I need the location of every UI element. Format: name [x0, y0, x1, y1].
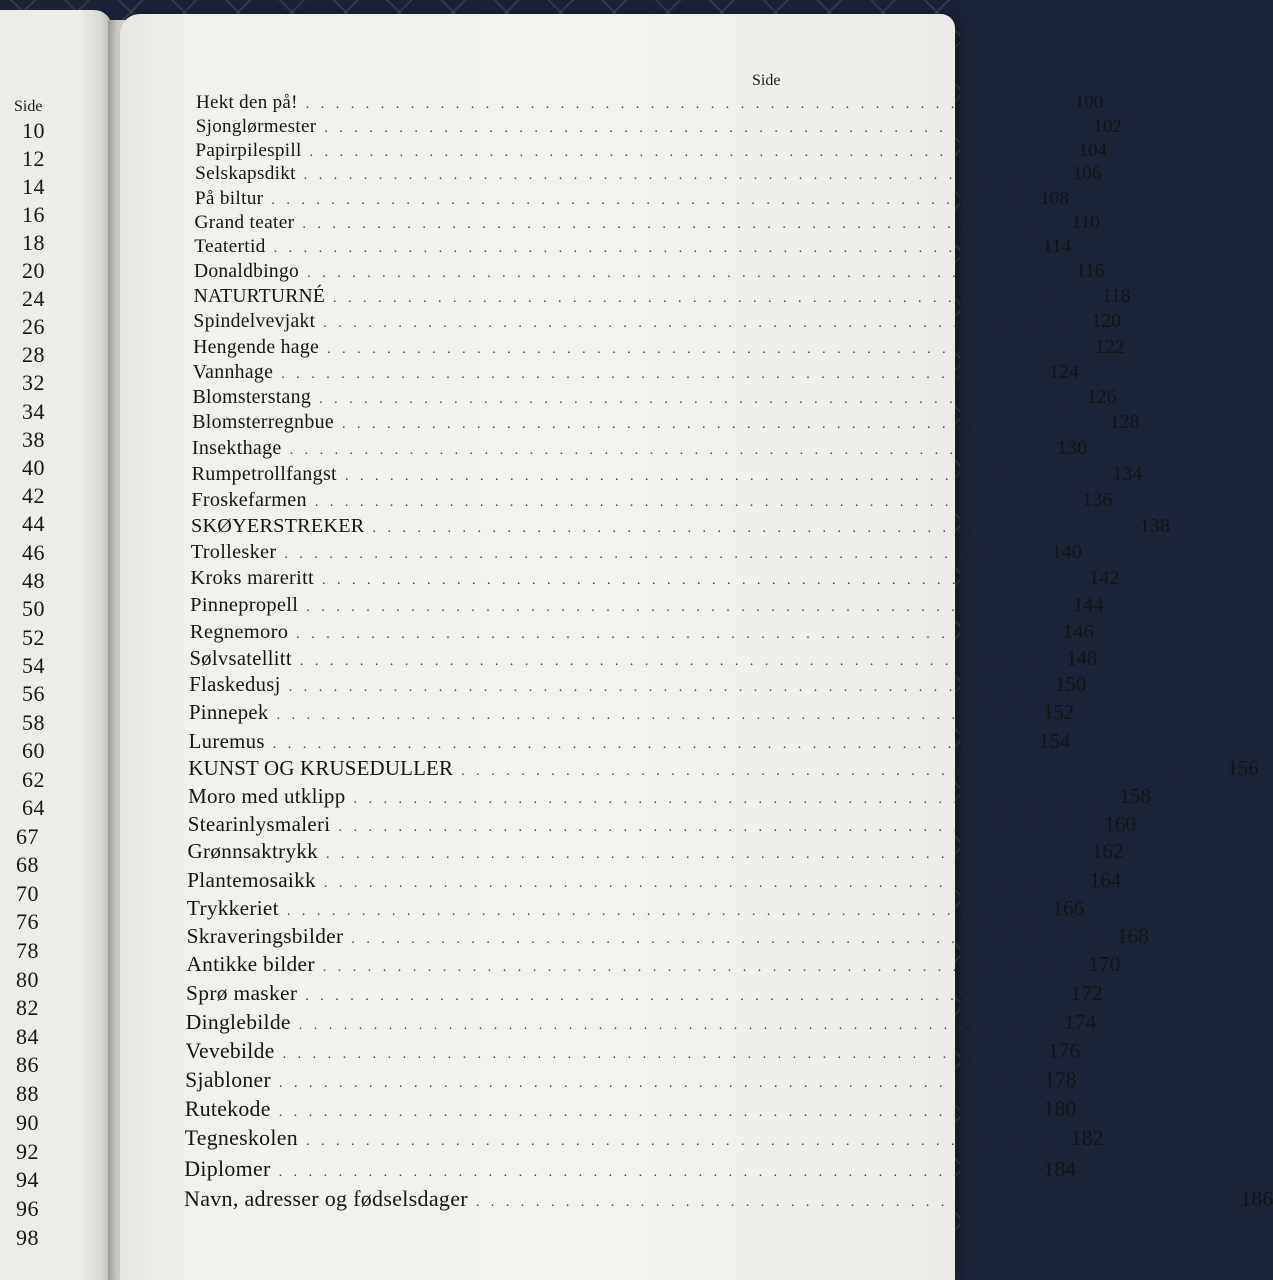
left-page-number: 28 [22, 342, 45, 368]
left-page [0, 10, 112, 1280]
left-page-number: 78 [16, 937, 39, 963]
toc-entry-page: 154 [1039, 728, 1071, 753]
toc-entry-page: 150 [1055, 674, 1087, 697]
left-page-number: 46 [22, 539, 45, 565]
leader-dots: . . . . . . . . . . . . . . . . . . . . . . . . . . . . . . . . . . . . . . . . . . . . . . . . . . . [351, 932, 1109, 947]
toc-entry-title: Flaskedusj [189, 674, 281, 697]
toc-entry-page: 102 [1093, 115, 1122, 137]
leader-dots: . . . . . . . . . . . . . . . . . . . . . . . . . . . . . . . . . . . . . . . . . . . . . . . . . . . [475, 1194, 1234, 1210]
left-page-number: 54 [22, 653, 45, 679]
toc-entry-page: 156 [1227, 756, 1259, 781]
leader-dots: . . . . . . . . . . . . . . . . . . . . . . . . . . . . . . . . . . . . . . . . . . . . . . . . . . . [323, 875, 1082, 891]
leader-dots: . . . . . . . . . . . . . . . . . . . . . . . . . . . . . . . . . . . . . . . . . . . . . . . . . . . [281, 366, 1039, 382]
toc-entry-title: Pinnepek [188, 701, 269, 724]
toc-entry-page: 122 [1094, 335, 1125, 358]
leader-dots: . . . . . . . . . . . . . . . . . . . . . . . . . . . . . . . . . . . . . . . . . . . . . . . . . . . [282, 1046, 1041, 1062]
left-page-number: 26 [22, 314, 45, 340]
toc-entry-title: Blomsterregnbue [192, 411, 335, 434]
toc-entry-title: Sprø masker [186, 981, 298, 1006]
leader-dots: . . . . . . . . . . . . . . . . . . . . . . . . . . . . . . . . . . . . . . . . . . . . . . . . . . . [296, 626, 1054, 642]
toc-entry-page: 116 [1076, 260, 1105, 282]
left-page-number: 80 [16, 966, 39, 992]
toc-entry-title: Skraveringsbilder [186, 924, 344, 948]
left-page-number: 34 [22, 398, 45, 424]
left-page-number: 70 [16, 880, 39, 906]
left-page-number: 42 [22, 483, 45, 509]
leader-dots: . . . . . . . . . . . . . . . . . . . . . . . . . . . . . . . . . . . . . . . . . . . . . . . . . . . [305, 97, 1064, 112]
toc-entry-page: 158 [1119, 783, 1151, 808]
toc-entry-title: Froskefarmen [191, 488, 307, 511]
left-page-number: 76 [16, 909, 39, 935]
left-side-label: Side [14, 98, 43, 115]
toc-entry-page: 182 [1070, 1126, 1104, 1151]
toc-entry-title: Spindelvevjakt [193, 310, 316, 333]
leader-dots: . . . . . . . . . . . . . . . . . . . . . . . . . . . . . . . . . . . . . . . . . . . . . . . . . . . [309, 144, 1068, 160]
toc-entry-page: 104 [1078, 139, 1108, 161]
toc-entry-title: Hengende hage [193, 335, 320, 358]
toc-entry-title: Grand teater [194, 211, 295, 233]
leader-dots: . . . . . . . . . . . . . . . . . . . . . . . . . . . . . . . . . . . . . . . . . . . . . . . . . . . [289, 443, 1048, 459]
leader-dots: . . . . . . . . . . . . . . . . . . . . . . . . . . . . . . . . . . . . . . . . . . . . . . . . . . . [372, 520, 1131, 536]
leader-dots: . . . . . . . . . . . . . . . . . . . . . . . . . . . . . . . . . . . . . . . . . . . . . . . . . . . [298, 1017, 1057, 1033]
leader-dots: . . . . . . . . . . . . . . . . . . . . . . . . . . . . . . . . . . . . . . . . . . . . . . . . . . . [338, 819, 1096, 835]
toc-entry-page: 178 [1043, 1067, 1077, 1092]
toc-entry-title: Papirpilespill [195, 139, 302, 161]
left-page-number: 60 [22, 738, 45, 764]
left-page-number: 32 [22, 370, 45, 396]
left-page-number: 38 [22, 426, 45, 452]
toc-entry-page: 130 [1057, 437, 1088, 460]
toc-entry-page: 184 [1043, 1156, 1077, 1181]
toc-entry-title: Teatertid [194, 236, 266, 258]
toc-entry-title: Hekt den på! [196, 92, 298, 113]
leader-dots: . . . . . . . . . . . . . . . . . . . . . . . . . . . . . . . . . . . . . . . . . . . . . . . . . . . [326, 847, 1084, 863]
leader-dots: . . . . . . . . . . . . . . . . . . . . . . . . . . . . . . . . . . . . . . . . . . . . . . . . . . . [306, 600, 1064, 615]
toc-entry-page: 152 [1042, 701, 1075, 724]
left-page-number: 24 [22, 286, 45, 312]
toc-entry-title: NATURTURNÉ [193, 285, 325, 307]
left-page-number: 20 [22, 258, 45, 284]
toc-entry-title: Sjonglørmester [195, 115, 317, 137]
left-page-number: 84 [16, 1023, 39, 1049]
toc-entry-title: SKØYERSTREKER [191, 514, 365, 537]
leader-dots: . . . . . . . . . . . . . . . . . . . . . . . . . . . . . . . . . . . . . . . . . . . . . . . . . . . [286, 903, 1045, 919]
left-page-number: 58 [22, 709, 45, 735]
leader-dots: . . . . . . . . . . . . . . . . . . . . . . . . . . . . . . . . . . . . . . . . . . . . . . . . . . . [461, 764, 1219, 780]
leader-dots: . . . . . . . . . . . . . . . . . . . . . . . . . . . . . . . . . . . . . . . . . . . . . . . . . . . [278, 1075, 1037, 1091]
leader-dots: . . . . . . . . . . . . . . . . . . . . . . . . . . . . . . . . . . . . . . . . . . . . . . . . . . . [288, 680, 1047, 696]
left-page-number: 94 [16, 1167, 39, 1193]
left-page-number: 50 [22, 596, 45, 622]
left-page-number: 86 [16, 1052, 39, 1078]
right-page [120, 14, 955, 1280]
toc-entry-page: 136 [1082, 488, 1113, 511]
leader-dots: . . . . . . . . . . . . . . . . . . . . . . . . . . . . . . . . . . . . . . . . . . . . . . . . . . . [324, 120, 1082, 136]
left-page-number: 68 [16, 852, 39, 878]
toc-entry-page: 126 [1086, 386, 1117, 408]
leader-dots: . . . . . . . . . . . . . . . . . . . . . . . . . . . . . . . . . . . . . . . . . . . . . . . . . . . [278, 1105, 1037, 1121]
leader-dots: . . . . . . . . . . . . . . . . . . . . . . . . . . . . . . . . . . . . . . . . . . . . . . . . . . . [278, 1165, 1037, 1180]
leader-dots: . . . . . . . . . . . . . . . . . . . . . . . . . . . . . . . . . . . . . . . . . . . . . . . . . . . [314, 494, 1073, 510]
toc-entry-title: Sølvsatellitt [189, 647, 292, 670]
toc-entry-title: Vevebilde [185, 1038, 275, 1063]
leader-dots: . . . . . . . . . . . . . . . . . . . . . . . . . . . . . . . . . . . . . . . . . . . . . . . . . . . [276, 707, 1035, 723]
toc-entry-page: 138 [1139, 514, 1171, 537]
left-page-number: 96 [16, 1196, 39, 1222]
toc-entry-page: 186 [1240, 1185, 1273, 1211]
toc-entry-title: Kroks mareritt [190, 567, 315, 590]
toc-entry-title: Donaldbingo [193, 260, 300, 282]
toc-entry-page: 106 [1072, 163, 1102, 185]
toc-entry-page: 176 [1047, 1038, 1081, 1063]
toc-entry-page: 110 [1071, 211, 1100, 233]
toc-entry-page: 118 [1101, 285, 1131, 307]
toc-entry-title: Selskapsdikt [195, 163, 296, 185]
toc-entry-page: 114 [1042, 236, 1072, 258]
toc-entry-title: Trykkeriet [186, 895, 279, 920]
left-page-number: 10 [22, 118, 45, 143]
leader-dots: . . . . . . . . . . . . . . . . . . . . . . . . . . . . . . . . . . . . . . . . . . . . . . . . . . . [272, 736, 1031, 752]
toc-entry-title: Plantemosaikk [187, 867, 316, 892]
leader-dots: . . . . . . . . . . . . . . . . . . . . . . . . . . . . . . . . . . . . . . . . . . . . . . . . . . . [319, 392, 1077, 407]
toc-entry-title: Antikke bilder [186, 952, 315, 977]
left-page-number: 16 [22, 201, 45, 227]
toc-entry-page: 120 [1091, 310, 1121, 333]
left-page-number: 88 [16, 1081, 39, 1107]
toc-entry-title: Luremus [188, 728, 265, 753]
leader-dots: . . . . . . . . . . . . . . . . . . . . . . . . . . . . . . . . . . . . . . . . . . . . . . . . . . . [273, 241, 1032, 257]
toc-entry-title: Stearinlysmaleri [187, 811, 331, 836]
toc-entry-page: 166 [1052, 895, 1085, 920]
leader-dots: . . . . . . . . . . . . . . . . . . . . . . . . . . . . . . . . . . . . . . . . . . . . . . . . . . . [307, 265, 1065, 281]
leader-dots: . . . . . . . . . . . . . . . . . . . . . . . . . . . . . . . . . . . . . . . . . . . . . . . . . . . [353, 791, 1111, 807]
toc-entry-page: 148 [1066, 647, 1098, 670]
toc-entry-title: Insekthage [191, 437, 282, 460]
leader-dots: . . . . . . . . . . . . . . . . . . . . . . . . . . . . . . . . . . . . . . . . . . . . . . . . . . . [322, 573, 1080, 589]
toc-entry-title: Rumpetrollfangst [191, 462, 337, 485]
toc-entry-title: Regnemoro [189, 620, 289, 643]
toc-entry-title: Navn, adresser og fødselsdager [184, 1185, 468, 1211]
toc-entry-page: 180 [1043, 1097, 1077, 1122]
leader-dots: . . . . . . . . . . . . . . . . . . . . . . . . . . . . . . . . . . . . . . . . . . . . . . . . . . . [327, 341, 1085, 357]
toc-entry-page: 170 [1088, 952, 1121, 977]
toc-entry-title: Grønnsaktrykk [187, 839, 319, 864]
left-page-number: 92 [16, 1138, 39, 1164]
toc-entry-page: 146 [1062, 620, 1094, 643]
toc-entry-page: 128 [1109, 411, 1140, 434]
toc-entry-title: Blomsterstang [192, 386, 312, 408]
leader-dots: . . . . . . . . . . . . . . . . . . . . . . . . . . . . . . . . . . . . . . . . . . . . . . . . . . . [305, 1134, 1064, 1150]
left-page-number: 12 [22, 145, 45, 171]
leader-dots: . . . . . . . . . . . . . . . . . . . . . . . . . . . . . . . . . . . . . . . . . . . . . . . . . . . [299, 653, 1058, 669]
right-side-label: Side [752, 72, 781, 89]
toc-entry-page: 142 [1088, 567, 1120, 590]
left-page-number: 40 [22, 454, 45, 480]
toc-entry-title: Moro med utklipp [188, 783, 346, 808]
toc-entry-page: 160 [1104, 811, 1136, 836]
toc-entry-title: Dinglebilde [185, 1009, 291, 1034]
left-page-number: 82 [16, 995, 39, 1021]
toc-entry-title: Tegneskolen [184, 1126, 298, 1151]
left-page-number: 14 [22, 173, 45, 199]
toc-entry-title: Pinnepropell [190, 594, 299, 616]
toc-entry-page: 140 [1051, 541, 1082, 564]
toc-entry-page: 164 [1089, 867, 1122, 892]
toc-entry-title: Sjabloner [185, 1067, 271, 1092]
left-page-number: 44 [22, 511, 45, 537]
leader-dots: . . . . . . . . . . . . . . . . . . . . . . . . . . . . . . . . . . . . . . . . . . . . . . . . . . . [344, 468, 1103, 484]
toc-entry-page: 144 [1073, 594, 1104, 616]
toc-entry-title: Vannhage [192, 360, 274, 383]
toc-entry-page: 168 [1116, 924, 1149, 948]
toc-entry-title: På biltur [194, 187, 264, 209]
leader-dots: . . . . . . . . . . . . . . . . . . . . . . . . . . . . . . . . . . . . . . . . . . . . . . . . . . . [333, 290, 1091, 306]
left-page-number: 18 [22, 229, 45, 255]
toc-entry-page: 134 [1112, 462, 1143, 485]
leader-dots: . . . . . . . . . . . . . . . . . . . . . . . . . . . . . . . . . . . . . . . . . . . . . . . . . . . [302, 216, 1060, 232]
toc-entry-title: Rutekode [184, 1097, 271, 1122]
toc-entry-page: 174 [1063, 1009, 1097, 1034]
left-page-number: 64 [22, 795, 45, 821]
left-page-number: 56 [22, 681, 45, 707]
leader-dots: . . . . . . . . . . . . . . . . . . . . . . . . . . . . . . . . . . . . . . . . . . . . . . . . . . . [323, 316, 1081, 332]
left-page-number: 67 [16, 823, 39, 849]
leader-dots: . . . . . . . . . . . . . . . . . . . . . . . . . . . . . . . . . . . . . . . . . . . . . . . . . . . [271, 192, 1029, 208]
toc-entry-page: 108 [1039, 187, 1069, 209]
leader-dots: . . . . . . . . . . . . . . . . . . . . . . . . . . . . . . . . . . . . . . . . . . . . . . . . . . . [305, 989, 1063, 1005]
toc-entry-page: 100 [1074, 92, 1104, 113]
leader-dots: . . . . . . . . . . . . . . . . . . . . . . . . . . . . . . . . . . . . . . . . . . . . . . . . . . . [284, 547, 1042, 563]
toc-entry-title: Trollesker [190, 541, 277, 564]
toc-entry-title: Diplomer [184, 1156, 271, 1181]
leader-dots: . . . . . . . . . . . . . . . . . . . . . . . . . . . . . . . . . . . . . . . . . . . . . . . . . . . [342, 417, 1100, 433]
toc-entry-page: 162 [1091, 839, 1124, 864]
leader-dots: . . . . . . . . . . . . . . . . . . . . . . . . . . . . . . . . . . . . . . . . . . . . . . . . . . . [322, 960, 1081, 976]
left-page-number: 52 [22, 624, 45, 650]
toc-entry-page: 124 [1049, 360, 1079, 383]
left-page-number: 62 [22, 766, 45, 792]
left-page-number: 48 [22, 568, 45, 594]
toc-entry-page: 172 [1070, 981, 1103, 1006]
left-page-number: 98 [16, 1225, 39, 1250]
toc-entry-title: KUNST OG KRUSEDULLER [188, 756, 454, 781]
leader-dots: . . . . . . . . . . . . . . . . . . . . . . . . . . . . . . . . . . . . . . . . . . . . . . . . . . . [303, 168, 1062, 184]
left-page-number: 90 [16, 1109, 39, 1135]
